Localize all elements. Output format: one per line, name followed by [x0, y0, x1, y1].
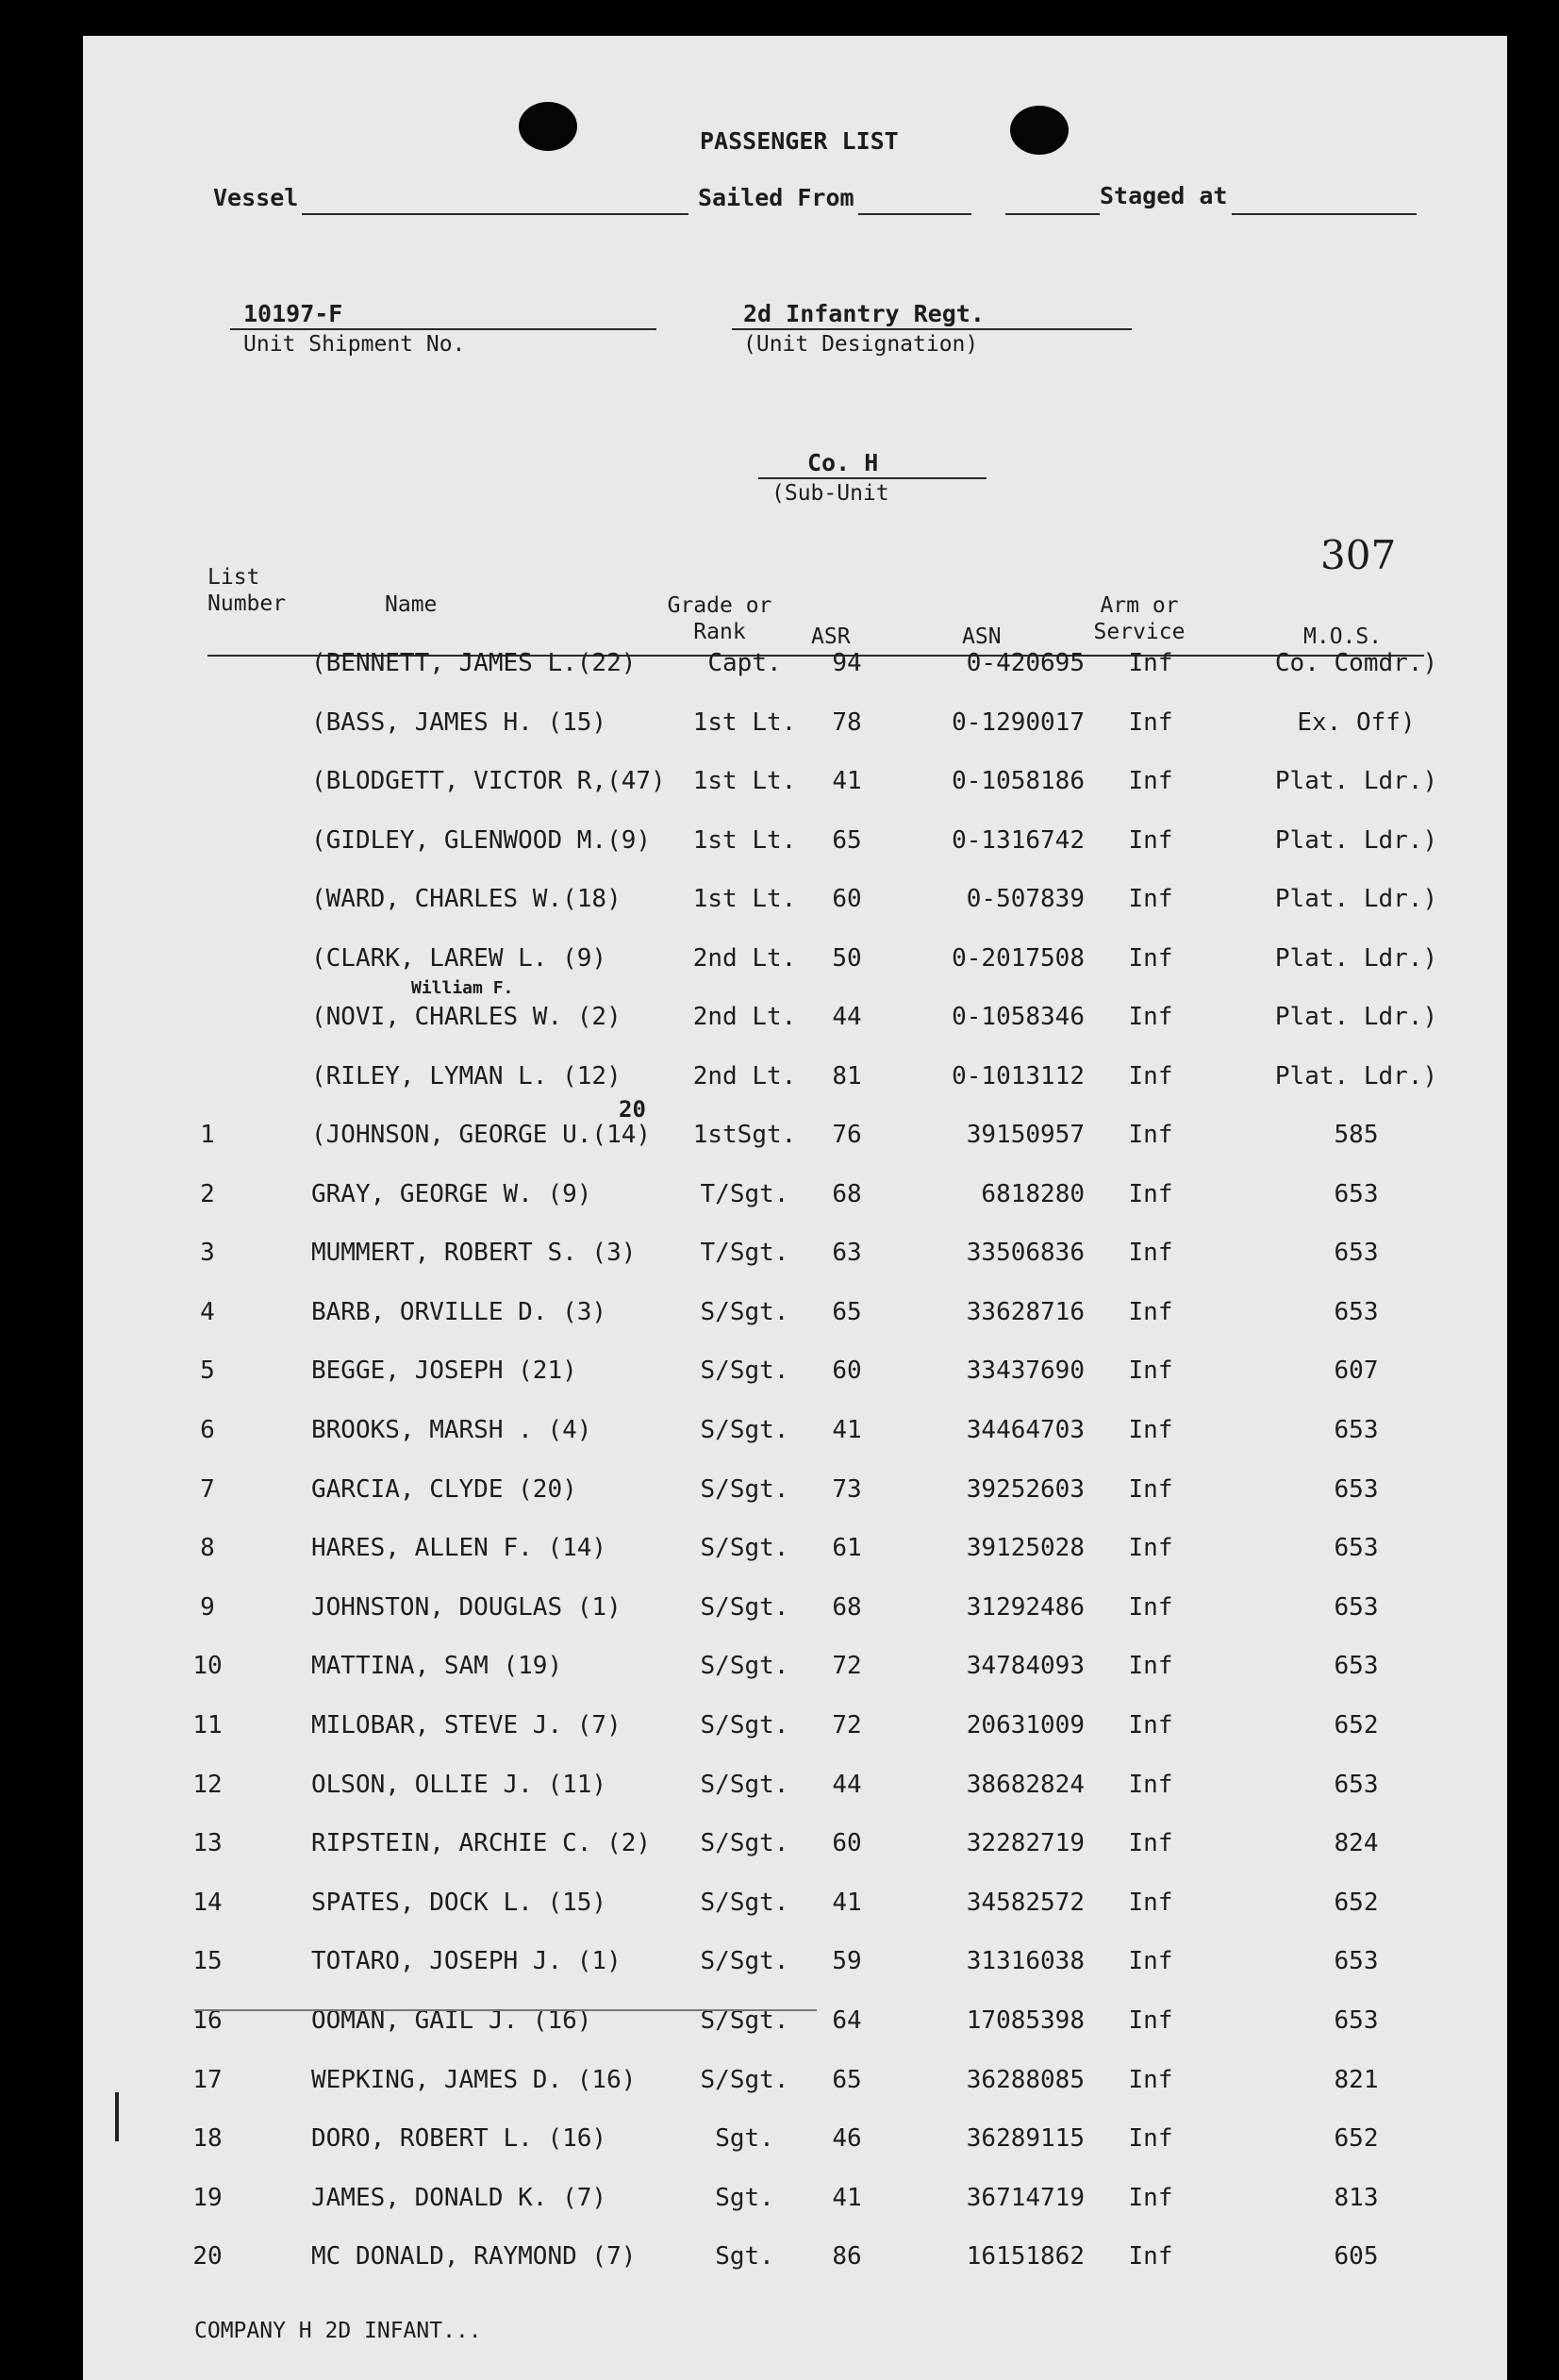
officers-name: (WARD, CHARLES W.(18) [311, 885, 622, 913]
enlisted-mos: 653 [1334, 1534, 1379, 1563]
enlisted-name: WEPKING, JAMES D. (16) [311, 2065, 637, 2094]
enlisted-asr: 41 [832, 1416, 862, 1444]
officers-asn: 0-420695 [966, 649, 1085, 677]
enlisted-arm: Inf [1128, 1356, 1173, 1386]
officers-grade: 2nd Lt. [692, 943, 797, 973]
officers-mos: Ex. Off) [1297, 707, 1416, 737]
enlisted-asn: 31316038 [966, 1947, 1085, 1976]
enlisted-row [83, 1180, 1507, 1218]
enlisted-list-number: 18 [192, 2124, 223, 2154]
vessel-line [302, 213, 688, 215]
enlisted-asr: 60 [832, 1356, 862, 1386]
officers-arm: Inf [1128, 767, 1173, 795]
enlisted-list-number: 20 [192, 2242, 223, 2272]
enlisted-row [83, 1652, 1507, 1689]
officers-arm: Inf [1128, 825, 1173, 855]
sailed-from-label: Sailed From [698, 184, 854, 211]
enlisted-list-number: 1 [200, 1121, 215, 1149]
enlisted-grade: S/Sgt. [700, 1356, 789, 1386]
enlisted-list-number: 8 [200, 1534, 215, 1563]
enlisted-mos: 653 [1334, 1474, 1379, 1504]
enlisted-arm: Inf [1128, 1947, 1173, 1976]
enlisted-asr: 61 [832, 1534, 862, 1563]
officers-grade: 1st Lt. [692, 885, 797, 913]
enlisted-row [83, 1298, 1507, 1336]
officers-mos: Plat. Ldr.) [1274, 1061, 1438, 1090]
officers-row [83, 826, 1507, 864]
officers-grade: 2nd Lt. [692, 1003, 797, 1031]
enlisted-list-number: 9 [200, 1592, 215, 1622]
officers-row [83, 885, 1507, 923]
col-asn: ASN [962, 624, 1002, 649]
enlisted-arm: Inf [1128, 1711, 1173, 1739]
enlisted-mos: 653 [1334, 2006, 1379, 2035]
enlisted-name: JOHNSTON, DOUGLAS (1) [311, 1592, 622, 1622]
officers-mos: Plat. Ldr.) [1274, 767, 1438, 795]
enlisted-name: DORO, ROBERT L. (16) [311, 2124, 607, 2154]
enlisted-asr: 59 [832, 1947, 862, 1976]
officers-asr: 41 [832, 767, 862, 795]
enlisted-asr: 41 [832, 2183, 862, 2212]
enlisted-arm: Inf [1128, 1121, 1173, 1149]
staged-at-label: Staged at [1100, 182, 1228, 209]
officers-name: (RILEY, LYMAN L. (12) [311, 1061, 622, 1090]
enlisted-asr: 86 [832, 2242, 862, 2272]
enlisted-grade: Sgt. [715, 2242, 774, 2272]
enlisted-asn: 17085398 [966, 2006, 1085, 2035]
enlisted-grade: 1stSgt. [692, 1121, 797, 1149]
enlisted-mos: 813 [1334, 2183, 1379, 2212]
enlisted-asr: 68 [832, 1592, 862, 1622]
enlisted-asn: 16151862 [966, 2242, 1085, 2272]
officers-arm: Inf [1128, 1061, 1173, 1090]
col-mos: M.O.S. [1303, 624, 1383, 649]
enlisted-row [83, 1889, 1507, 1926]
enlisted-arm: Inf [1128, 1829, 1173, 1858]
officers-row [83, 978, 1507, 1040]
enlisted-mos: 653 [1334, 1239, 1379, 1268]
sailed-from-line-2 [1005, 213, 1100, 215]
enlisted-asn: 34464703 [966, 1416, 1085, 1444]
enlisted-list-number: 11 [192, 1711, 223, 1739]
enlisted-list-number: 19 [192, 2183, 223, 2212]
officers-asr: 78 [832, 707, 862, 737]
officers-asn: 0-1058346 [952, 1003, 1085, 1031]
officers-name: (BENNETT, JAMES L.(22) [311, 649, 637, 677]
enlisted-grade: S/Sgt. [700, 1652, 789, 1681]
enlisted-name: SPATES, DOCK L. (15) [311, 1888, 607, 1917]
unit-designation-label: (Unit Designation) [743, 332, 979, 357]
enlisted-asn: 20631009 [966, 1711, 1085, 1739]
enlisted-grade: S/Sgt. [700, 1770, 789, 1799]
enlisted-asn: 36714719 [966, 2183, 1085, 2212]
officers-asn: 0-1316742 [952, 825, 1085, 855]
enlisted-grade: Sgt. [715, 2124, 774, 2154]
enlisted-list-number: 16 [192, 2006, 223, 2035]
enlisted-mos: 653 [1334, 1297, 1379, 1326]
enlisted-row [83, 1771, 1507, 1808]
enlisted-arm: Inf [1128, 1770, 1173, 1799]
enlisted-arm: Inf [1128, 2242, 1173, 2272]
page-number-stamp: 307 [1320, 532, 1397, 578]
enlisted-name: RIPSTEIN, ARCHIE C. (2) [311, 1829, 652, 1858]
vessel-label: Vessel [213, 184, 299, 211]
enlisted-row [83, 1475, 1507, 1513]
sailed-from-line-1 [858, 213, 971, 215]
enlisted-grade: S/Sgt. [700, 1297, 789, 1326]
enlisted-asr: 41 [832, 1888, 862, 1917]
officers-asn: 0-1013112 [952, 1061, 1085, 1090]
sub-unit-line [758, 477, 987, 479]
punch-hole-left [519, 102, 577, 151]
officers-asr: 60 [832, 885, 862, 913]
officers-name: (BLODGETT, VICTOR R,(47) [311, 767, 666, 795]
enlisted-asr: 64 [832, 2006, 862, 2035]
enlisted-grade: S/Sgt. [700, 1534, 789, 1563]
enlisted-asn: 34582572 [966, 1888, 1085, 1917]
enlisted-row [83, 1711, 1507, 1749]
enlisted-mos: 824 [1334, 1829, 1379, 1858]
enlisted-asn: 39125028 [966, 1534, 1085, 1563]
enlisted-row [83, 2242, 1507, 2280]
officers-asn: 0-2017508 [952, 943, 1085, 973]
enlisted-grade: T/Sgt. [700, 1239, 789, 1268]
officers-row [83, 944, 1507, 982]
officers-asr: 50 [832, 943, 862, 973]
enlisted-asn: 32282719 [966, 1829, 1085, 1858]
enlisted-row [83, 2184, 1507, 2222]
enlisted-arm: Inf [1128, 1534, 1173, 1563]
unit-shipment-line [230, 328, 656, 330]
enlisted-grade: S/Sgt. [700, 1474, 789, 1504]
officers-arm: Inf [1128, 885, 1173, 913]
col-grade: Grade or Rank [667, 593, 772, 644]
unit-shipment-value: 10197-F [243, 300, 343, 327]
passenger-list-page [83, 36, 1507, 2380]
enlisted-mos: 605 [1334, 2242, 1379, 2272]
enlisted-grade: S/Sgt. [700, 1592, 789, 1622]
enlisted-asr: 65 [832, 2065, 862, 2094]
enlisted-asr: 68 [832, 1179, 862, 1208]
enlisted-name: GRAY, GEORGE W. (9) [311, 1179, 592, 1208]
enlisted-name: MUMMERT, ROBERT S. (3) [311, 1239, 637, 1268]
enlisted-asn: 34784093 [966, 1652, 1085, 1681]
enlisted-asn: 36288085 [966, 2065, 1085, 2094]
sub-unit-value: Co. H [807, 449, 879, 476]
officers-name: (NOVI, CHARLES W. (2) [311, 1003, 622, 1031]
sub-unit-label: (Sub-Unit [771, 481, 889, 506]
enlisted-arm: Inf [1128, 1652, 1173, 1681]
officers-mos: Plat. Ldr.) [1274, 825, 1438, 855]
enlisted-list-number: 10 [192, 1652, 223, 1681]
enlisted-arm: Inf [1128, 1592, 1173, 1622]
punch-hole-right [1010, 106, 1069, 155]
enlisted-arm: Inf [1128, 2065, 1173, 2094]
unit-designation-line [732, 328, 1132, 330]
officers-grade: 2nd Lt. [692, 1061, 797, 1090]
enlisted-list-number: 4 [200, 1297, 215, 1326]
enlisted-mos: 653 [1334, 1179, 1379, 1208]
enlisted-list-number: 3 [200, 1239, 215, 1268]
officers-name: (BASS, JAMES H. (15) [311, 707, 607, 737]
officers-arm: Inf [1128, 943, 1173, 973]
enlisted-name: OLSON, OLLIE J. (11) [311, 1770, 607, 1799]
officers-grade: 1st Lt. [692, 707, 797, 737]
enlisted-name: BROOKS, MARSH . (4) [311, 1416, 592, 1444]
enlisted-row [83, 1947, 1507, 1985]
officers-asn: 0-1290017 [952, 707, 1085, 737]
enlisted-list-number: 14 [192, 1888, 223, 1917]
col-arm: Arm or Service [1093, 593, 1186, 644]
enlisted-row [83, 1096, 1507, 1158]
margin-mark [115, 2092, 119, 2141]
enlisted-arm: Inf [1128, 2183, 1173, 2212]
enlisted-asn: 39252603 [966, 1474, 1085, 1504]
officers-name: (GIDLEY, GLENWOOD M.(9) [311, 825, 652, 855]
officers-arm: Inf [1128, 1003, 1173, 1031]
officers-row [83, 708, 1507, 746]
enlisted-name: BEGGE, JOSEPH (21) [311, 1356, 577, 1386]
enlisted-asr: 76 [832, 1121, 862, 1149]
enlisted-grade: Sgt. [715, 2183, 774, 2212]
enlisted-list-number: 7 [200, 1474, 215, 1504]
enlisted-asr: 44 [832, 1770, 862, 1799]
enlisted-row [83, 2066, 1507, 2104]
officers-arm: Inf [1128, 707, 1173, 737]
enlisted-row [83, 1593, 1507, 1631]
officers-asn: 0-1058186 [952, 767, 1085, 795]
col-name: Name [385, 592, 438, 617]
col-list-number: List Number [207, 565, 287, 616]
enlisted-mos: 585 [1334, 1121, 1379, 1149]
enlisted-grade: S/Sgt. [700, 2065, 789, 2094]
enlisted-row [83, 1356, 1507, 1394]
enlisted-list-number: 15 [192, 1947, 223, 1976]
enlisted-asn: 38682824 [966, 1770, 1085, 1799]
enlisted-asn: 33506836 [966, 1239, 1085, 1268]
officers-row [83, 1062, 1507, 1100]
footer-text: COMPANY H 2D INFANT... [194, 2319, 482, 2343]
enlisted-arm: Inf [1128, 1297, 1173, 1326]
enlisted-grade: S/Sgt. [700, 1416, 789, 1444]
col-asr: ASR [811, 624, 851, 649]
officers-grade: Capt. [707, 649, 782, 677]
enlisted-mos: 653 [1334, 1592, 1379, 1622]
unit-designation-value: 2d Infantry Regt. [743, 300, 985, 327]
enlisted-mos: 653 [1334, 1947, 1379, 1976]
enlisted-row [83, 1416, 1507, 1454]
enlisted-asn: 6818280 [981, 1179, 1085, 1208]
enlisted-name: BARB, ORVILLE D. (3) [311, 1297, 607, 1326]
enlisted-arm: Inf [1128, 2006, 1173, 2035]
enlisted-asr: 72 [832, 1652, 862, 1681]
enlisted-list-number: 12 [192, 1770, 223, 1799]
enlisted-name: JAMES, DONALD K. (7) [311, 2183, 607, 2212]
enlisted-mos: 821 [1334, 2065, 1379, 2094]
unit-shipment-label: Unit Shipment No. [243, 332, 466, 357]
officers-asr: 65 [832, 825, 862, 855]
enlisted-mos: 652 [1334, 2124, 1379, 2154]
officers-mos: Plat. Ldr.) [1274, 885, 1438, 913]
enlisted-name: HARES, ALLEN F. (14) [311, 1534, 607, 1563]
enlisted-asr: 72 [832, 1711, 862, 1739]
officers-mos: Plat. Ldr.) [1274, 1003, 1438, 1031]
enlisted-arm: Inf [1128, 2124, 1173, 2154]
officers-asr: 94 [832, 649, 862, 677]
enlisted-arm: Inf [1128, 1474, 1173, 1504]
enlisted-grade: S/Sgt. [700, 1711, 789, 1739]
enlisted-name: (JOHNSON, GEORGE U.(14) [311, 1121, 652, 1149]
officers-row [83, 649, 1507, 687]
officers-mos: Co. Comdr.) [1274, 649, 1438, 677]
enlisted-name: TOTARO, JOSEPH J. (1) [311, 1947, 622, 1976]
officers-grade: 1st Lt. [692, 767, 797, 795]
enlisted-name: MILOBAR, STEVE J. (7) [311, 1711, 622, 1739]
officers-row [83, 767, 1507, 805]
enlisted-list-number: 13 [192, 1829, 223, 1858]
enlisted-row [83, 1829, 1507, 1867]
enlisted-asr: 65 [832, 1297, 862, 1326]
enlisted-name: MC DONALD, RAYMOND (7) [311, 2242, 637, 2272]
officers-handwritten-annotation: William F. [411, 978, 514, 998]
enlisted-mos: 653 [1334, 1652, 1379, 1681]
enlisted-name: GARCIA, CLYDE (20) [311, 1474, 577, 1504]
officers-asn: 0-507839 [966, 885, 1085, 913]
officers-arm: Inf [1128, 649, 1173, 677]
enlisted-asr: 60 [832, 1829, 862, 1858]
enlisted-asr: 46 [832, 2124, 862, 2154]
enlisted-grade: S/Sgt. [700, 2006, 789, 2035]
enlisted-grade: S/Sgt. [700, 1888, 789, 1917]
staged-at-line [1232, 213, 1417, 215]
enlisted-list-number: 2 [200, 1179, 215, 1208]
enlisted-asn: 33437690 [966, 1356, 1085, 1386]
enlisted-name: OOMAN, GAIL J. (16) [311, 2006, 592, 2035]
enlisted-arm: Inf [1128, 1416, 1173, 1444]
enlisted-row [83, 2006, 1507, 2044]
officers-grade: 1st Lt. [692, 825, 797, 855]
officers-mos: Plat. Ldr.) [1274, 943, 1438, 973]
enlisted-mos: 653 [1334, 1416, 1379, 1444]
page-title: PASSENGER LIST [700, 127, 899, 155]
enlisted-asn: 33628716 [966, 1297, 1085, 1326]
enlisted-list-number: 17 [192, 2065, 223, 2094]
enlisted-asr: 63 [832, 1239, 862, 1268]
enlisted-grade: T/Sgt. [700, 1179, 789, 1208]
enlisted-list-number: 6 [200, 1416, 215, 1444]
enlisted-mos: 652 [1334, 1888, 1379, 1917]
enlisted-row [83, 1534, 1507, 1572]
officers-asr: 44 [832, 1003, 862, 1031]
enlisted-asr: 73 [832, 1474, 862, 1504]
enlisted-row [83, 1239, 1507, 1276]
enlisted-grade: S/Sgt. [700, 1829, 789, 1858]
enlisted-row [83, 2124, 1507, 2162]
enlisted-mos: 653 [1334, 1770, 1379, 1799]
enlisted-handwritten-annotation: 20 [619, 1096, 646, 1123]
enlisted-mos: 607 [1334, 1356, 1379, 1386]
enlisted-arm: Inf [1128, 1179, 1173, 1208]
officers-asr: 81 [832, 1061, 862, 1090]
enlisted-list-number: 5 [200, 1356, 215, 1386]
enlisted-arm: Inf [1128, 1888, 1173, 1917]
enlisted-asn: 31292486 [966, 1592, 1085, 1622]
enlisted-name: MATTINA, SAM (19) [311, 1652, 563, 1681]
strike-line [194, 2009, 817, 2011]
enlisted-grade: S/Sgt. [700, 1947, 789, 1976]
officers-name: (CLARK, LAREW L. (9) [311, 943, 607, 973]
enlisted-asn: 39150957 [966, 1121, 1085, 1149]
enlisted-asn: 36289115 [966, 2124, 1085, 2154]
enlisted-arm: Inf [1128, 1239, 1173, 1268]
enlisted-mos: 652 [1334, 1711, 1379, 1739]
